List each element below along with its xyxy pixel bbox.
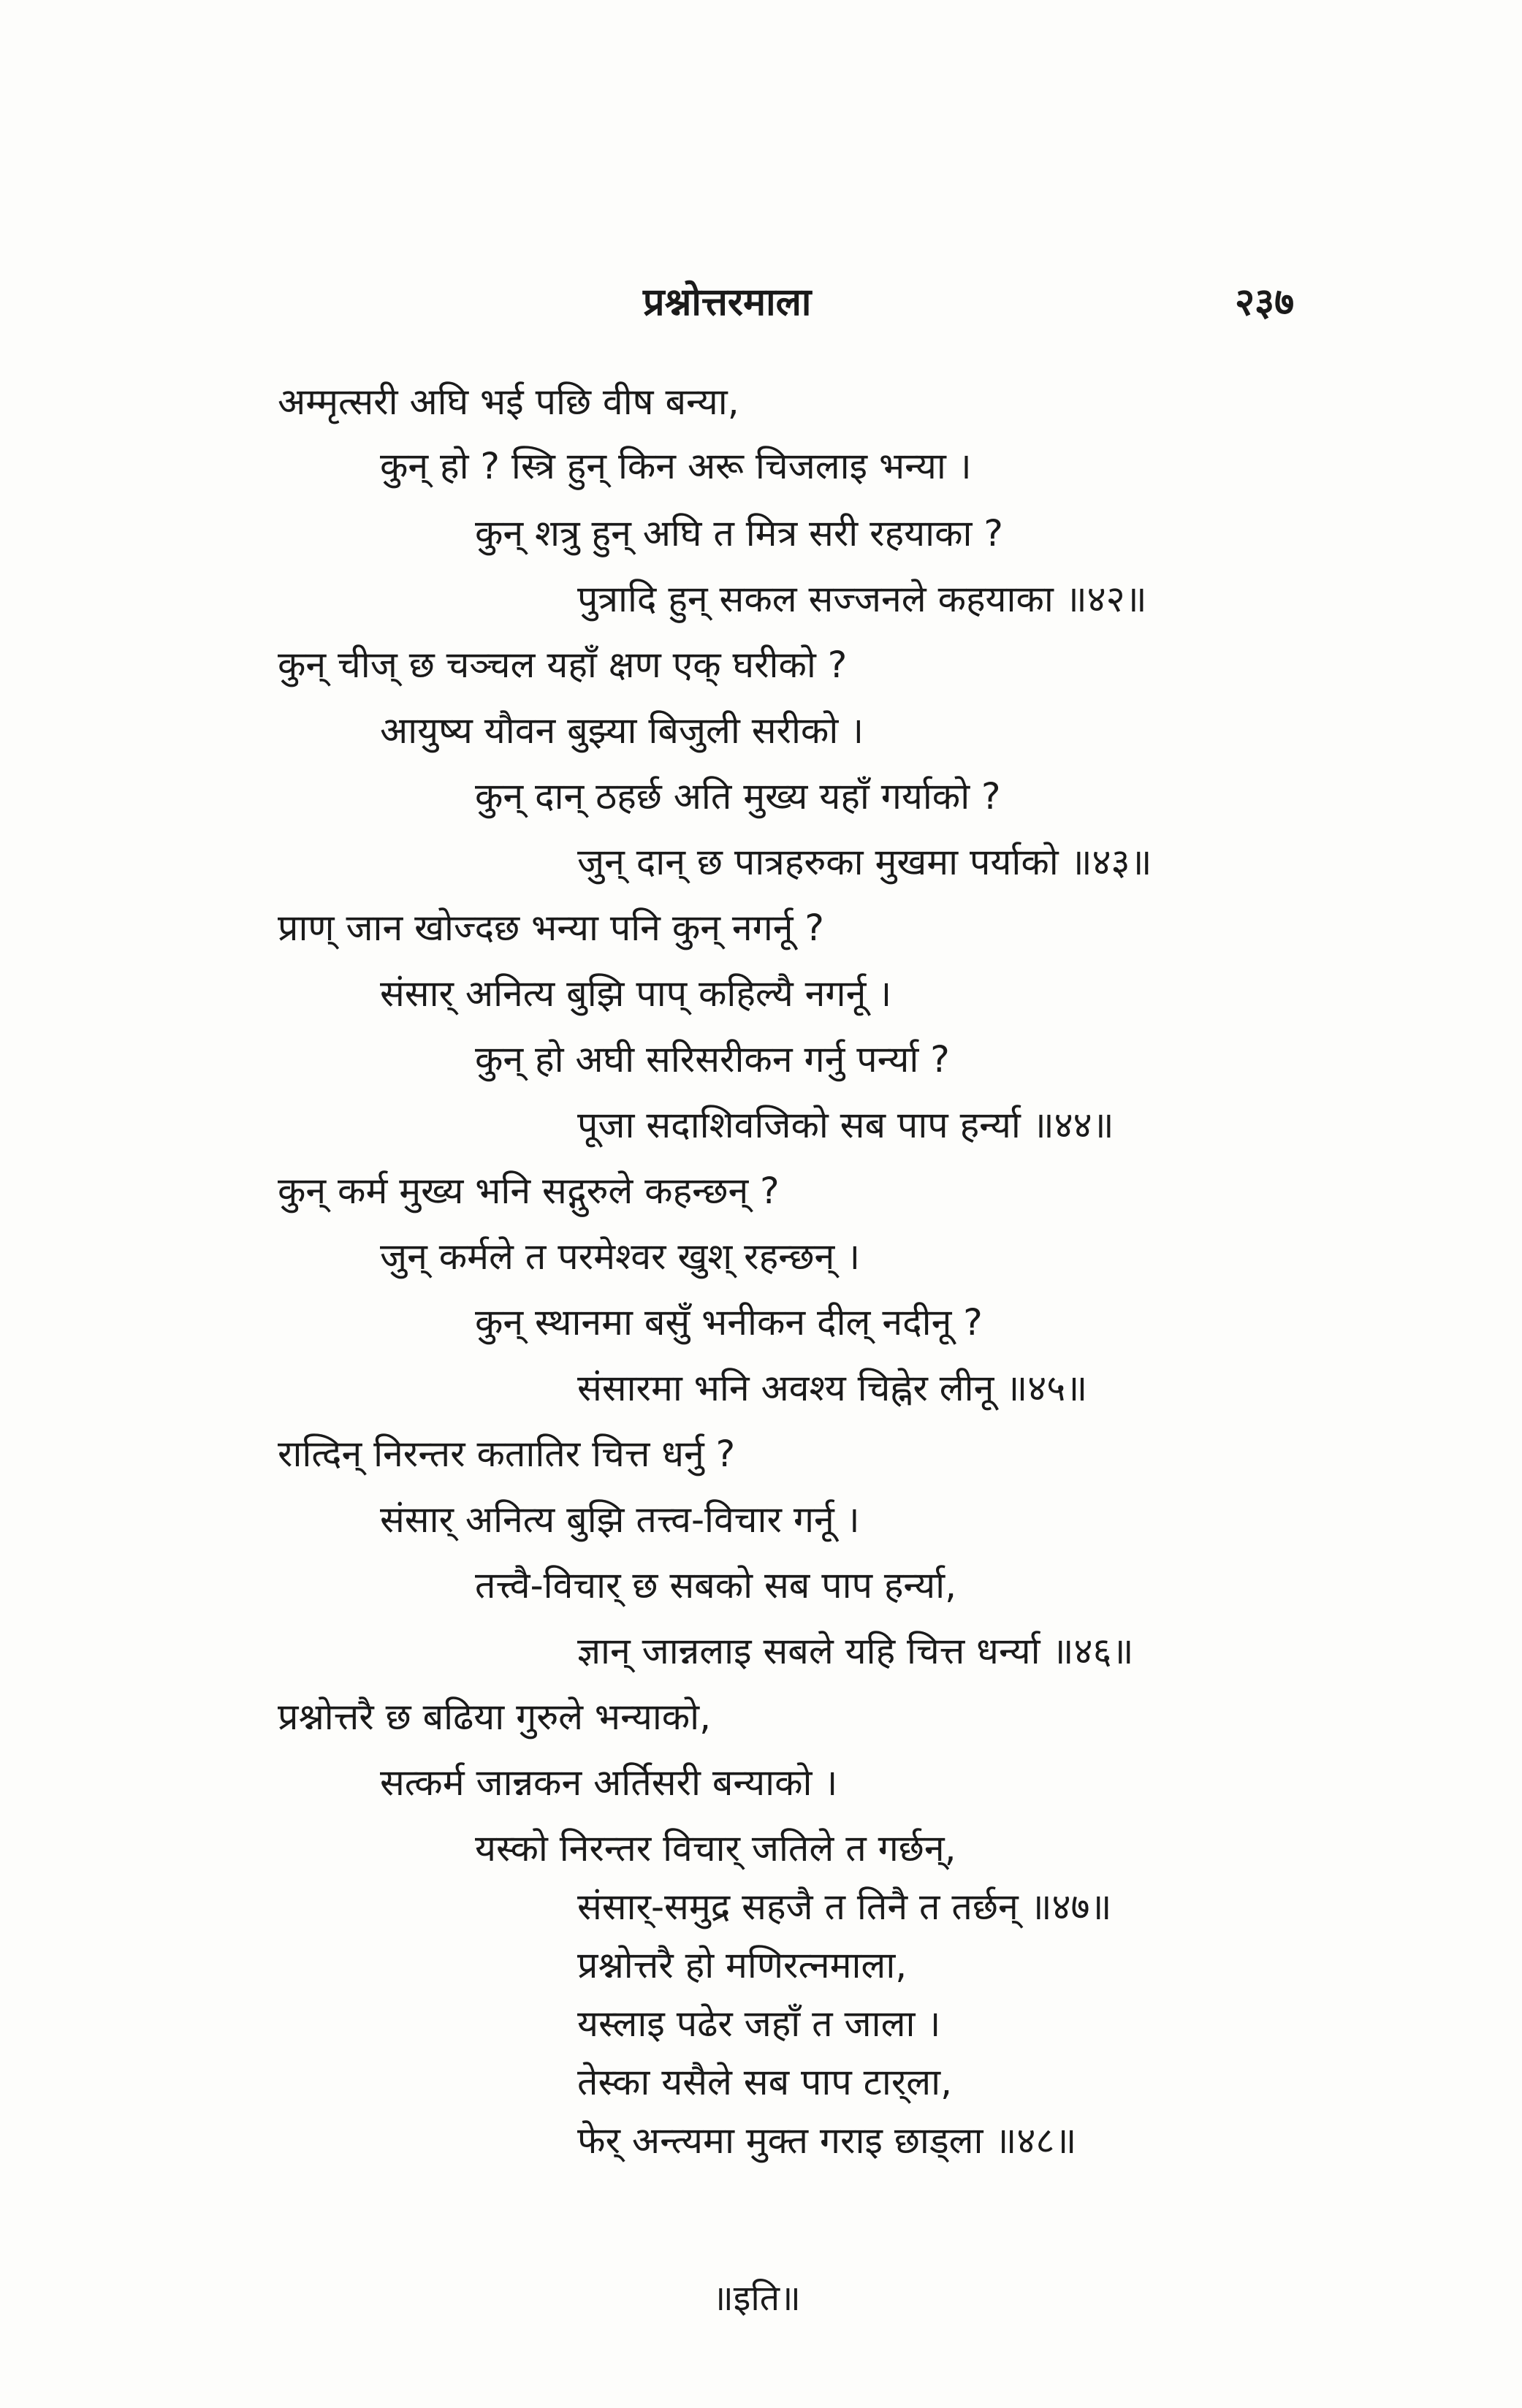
closing-iti: ॥इति॥	[712, 2278, 801, 2319]
verse-44-line-4: पूजा सदाशिवजिको सब पाप हर्न्या ॥४४॥	[577, 1104, 1114, 1146]
verse-46-line-3: तत्त्वै-विचार् छ सबको सब पाप हर्न्या,	[475, 1564, 957, 1607]
verse-45-line-1: कुन् कर्म मुख्य भनि सद्गुरुले कहन्छन् ?	[278, 1170, 780, 1212]
verse-47-line-4: संसार्-समुद्र सहजै त तिनै त तर्छन् ॥४७॥	[577, 1886, 1112, 1928]
verse-42-line-2: कुन् हो ? स्त्रि हुन् किन अरू चिजलाइ भन्या ।	[380, 445, 972, 487]
verse-46-line-1: रात्दिन् निरन्तर कतातिर चित्त धर्नु ?	[278, 1433, 736, 1475]
verse-44-line-3: कुन् हो अघी सरिसरीकन गर्नु पर्न्या ?	[475, 1038, 950, 1081]
verse-42-line-1: अम्मृत्सरी अघि भई पछि वीष बन्या,	[278, 381, 739, 423]
verse-48-line-3: तेस्का यसैले सब पाप टार्‌ला,	[577, 2061, 953, 2103]
verse-48-line-2: यस्लाइ पढेर जहाँ त जाला ।	[577, 2003, 941, 2045]
verse-42-line-4: पुत्रादि हुन् सकल सज्जनले कहयाका ॥४२॥	[577, 578, 1147, 620]
running-title: प्रश्नोत्तरमाला	[643, 281, 812, 324]
verse-47-line-2: सत्कर्म जान्नकन अर्तिसरी बन्याको ।	[380, 1761, 838, 1804]
verse-48-line-1: प्रश्नोत्तरै हो मणिरत्नमाला,	[577, 1944, 908, 1986]
verse-44-line-2: संसार् अनित्य बुझि पाप् कहिल्यै नगर्नू ।	[380, 972, 892, 1015]
page-number: २३७	[1235, 281, 1295, 324]
verse-47-line-1: प्रश्नोत्तरै छ बढिया गुरुले भन्याको,	[278, 1696, 712, 1738]
verse-45-line-2: जुन् कर्मले त परमेश्वर खुश् रहन्छन् ।	[380, 1235, 861, 1278]
verse-43-line-4: जुन् दान् छ पात्रहरुका मुखमा पर्याको ॥४३॥	[577, 841, 1152, 883]
verse-46-line-2: संसार् अनित्य बुझि तत्त्व-विचार गर्नू ।	[380, 1498, 860, 1541]
verse-47-line-3: यस्को निरन्तर विचार् जतिले त गर्छन्,	[475, 1827, 956, 1870]
verse-45-line-3: कुन् स्थानमा बसुँ भनीकन दील् नदीनू ?	[475, 1301, 983, 1344]
verse-43-line-3: कुन् दान् ठहर्छ अति मुख्य यहाँ गर्याको ?	[475, 775, 1001, 818]
verse-44-line-1: प्राण् जान खोज्दछ भन्या पनि कुन् नगर्नू ?	[278, 907, 824, 949]
verse-48-line-4: फेर् अन्त्यमा मुक्त गराइ छाड्‌ला ॥४८॥	[577, 2119, 1077, 2162]
verse-45-line-4: संसारमा भनि अवश्य चिह्नेर लीनू ॥४५॥	[577, 1367, 1088, 1409]
verse-42-line-3: कुन् शत्रु हुन् अघि त मित्र सरी रहयाका ?	[475, 512, 1003, 555]
verse-43-line-2: आयुष्य यौवन बुझ्या बिजुली सरीको ।	[380, 709, 864, 752]
verse-43-line-1: कुन् चीज् छ चञ्चल यहाँ क्षण एक् घरीको ?	[278, 644, 848, 686]
verse-46-line-4: ज्ञान् जान्नलाइ सबले यहि चित्त धर्न्या ॥४६॥	[577, 1630, 1134, 1672]
